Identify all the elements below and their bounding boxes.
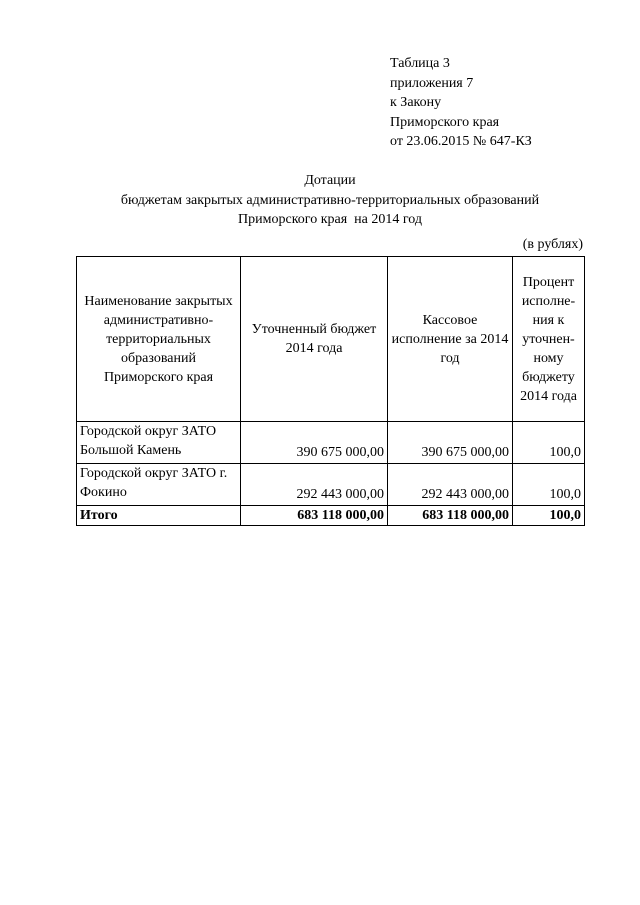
annex-law: к Закону xyxy=(390,95,442,110)
table-header-row xyxy=(77,257,585,422)
row-percent: 100,0 xyxy=(513,464,585,506)
header-name: Наименование закрытых административно-территориальных образований Приморского края xyxy=(77,257,241,422)
total-budget: 683 118 000,00 xyxy=(241,506,388,526)
header-percent: Процент исполне-ния к уточнен-ному бюджету 2014 года xyxy=(513,257,585,422)
row-percent: 100,0 xyxy=(513,422,585,464)
title-line-3: Приморского края на 2014 год xyxy=(238,212,422,227)
document-title xyxy=(60,171,600,230)
table-row xyxy=(77,464,585,506)
row-execution: 292 443 000,00 xyxy=(388,464,513,506)
table-row xyxy=(77,422,585,464)
row-name: Городской округ ЗАТО Большой Камень xyxy=(77,422,241,464)
unit-note: (в рублях) xyxy=(522,237,583,252)
row-execution: 390 675 000,00 xyxy=(388,422,513,464)
total-percent: 100,0 xyxy=(513,506,585,526)
row-name: Городской округ ЗАТО г. Фокино xyxy=(77,464,241,506)
header-execution: Кассовое исполнение за 2014 год xyxy=(388,257,513,422)
total-execution: 683 118 000,00 xyxy=(388,506,513,526)
annex-region: Приморского края xyxy=(390,114,500,130)
total-label: Итого xyxy=(77,506,241,526)
annex-reference xyxy=(390,54,532,152)
header-budget: Уточненный бюджет 2014 года xyxy=(241,257,388,422)
annex-appendix: приложения 7 xyxy=(390,75,474,91)
title-line-1: Дотации xyxy=(304,173,356,188)
annex-table-number: Таблица 3 xyxy=(390,56,450,71)
title-line-2: бюджетам закрытых административно-территориальных образований xyxy=(120,192,540,208)
table-total-row xyxy=(77,506,585,526)
subsidies-table xyxy=(76,256,585,526)
row-budget: 390 675 000,00 xyxy=(241,422,388,464)
row-budget: 292 443 000,00 xyxy=(241,464,388,506)
annex-date-number: от 23.06.2015 № 647-КЗ xyxy=(390,134,532,149)
